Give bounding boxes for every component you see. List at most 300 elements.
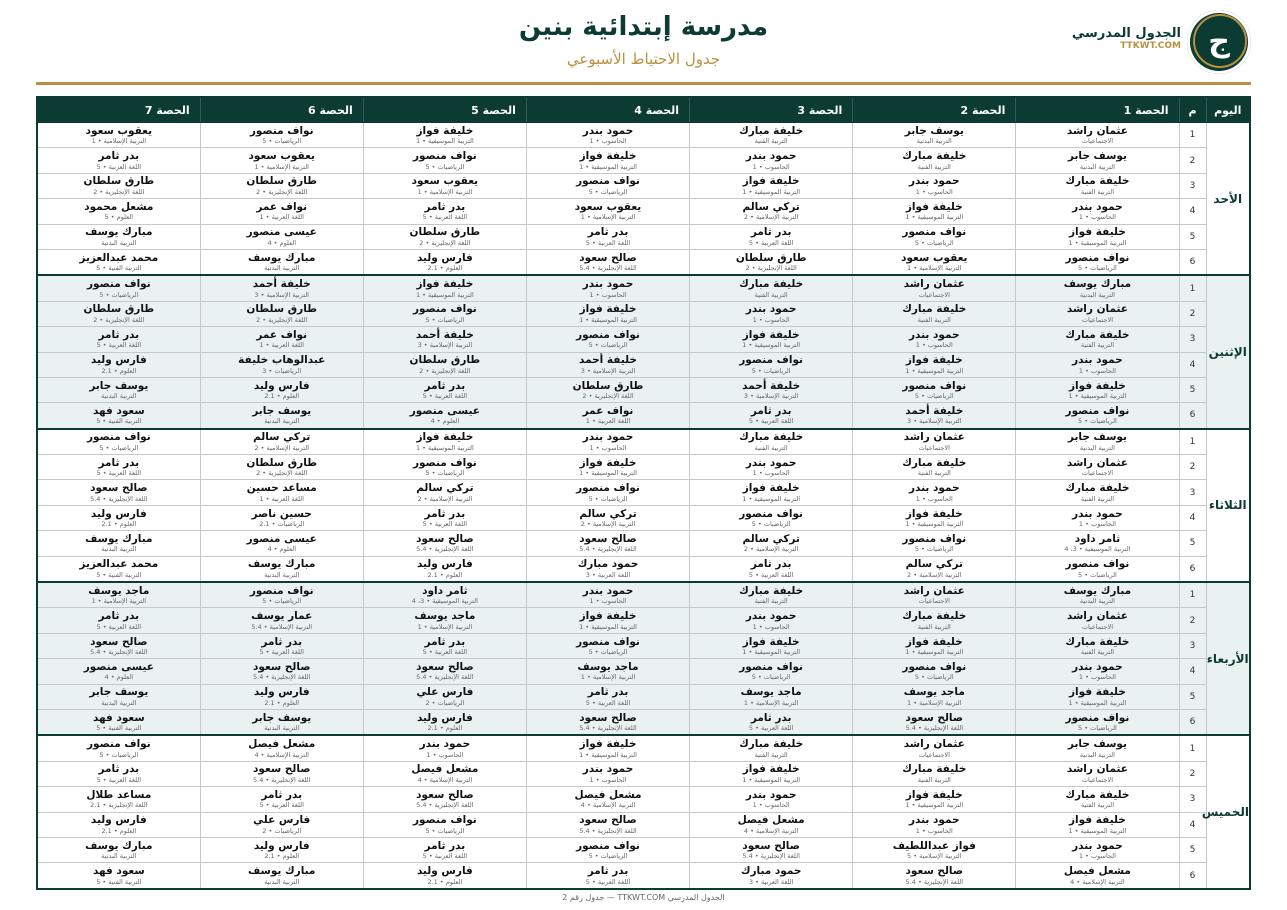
schedule-cell bbox=[690, 480, 853, 505]
subject-label: العلوم • 4 bbox=[430, 417, 460, 426]
schedule-cell bbox=[1016, 735, 1179, 761]
schedule-cell bbox=[853, 224, 1016, 249]
teacher-name: مبارك يوسف bbox=[1063, 278, 1132, 291]
teacher-name: نواف منصور bbox=[902, 379, 967, 392]
schedule-cell bbox=[690, 173, 853, 198]
teacher-name: ثامر داود bbox=[422, 584, 468, 597]
teacher-name: صالح سعود bbox=[252, 763, 311, 776]
subject-label: التربية الفنية bbox=[754, 750, 788, 759]
schedule-cell bbox=[690, 787, 853, 812]
row-number: 6 bbox=[1179, 249, 1206, 275]
teacher-name: ماجد يوسف bbox=[577, 660, 639, 673]
teacher-name: تركي سالم bbox=[742, 532, 800, 545]
teacher-name: حمود بندر bbox=[1072, 354, 1123, 367]
schedule-cell bbox=[363, 735, 526, 761]
teacher-name: حمود مبارك bbox=[577, 558, 639, 571]
subject-label: الحاسوب • 1 bbox=[915, 826, 953, 835]
subject-label: العلوم • 4 bbox=[267, 545, 297, 554]
subject-label: اللغة الإنجليزية • 5.4 bbox=[742, 852, 800, 861]
subject-label: الرياضيات • 5 bbox=[588, 648, 628, 656]
subject-label: اللغة العربية • 5 bbox=[96, 775, 142, 784]
schedule-cell bbox=[37, 812, 200, 837]
schedule-cell bbox=[526, 531, 689, 556]
teacher-name: سعود فهد bbox=[92, 404, 145, 417]
schedule-cell bbox=[526, 735, 689, 761]
subject-label: اللغة الإنجليزية • 5.4 bbox=[905, 877, 964, 886]
teacher-name: نواف عمر bbox=[256, 200, 308, 213]
teacher-name: مبارك يوسف bbox=[85, 226, 153, 239]
schedule-cell bbox=[526, 429, 689, 455]
schedule-cell bbox=[200, 812, 363, 837]
schedule-cell bbox=[200, 582, 363, 608]
teacher-name: خليفة فواز bbox=[579, 303, 637, 316]
teacher-name: صالح سعود bbox=[742, 839, 800, 852]
table-row bbox=[37, 633, 1250, 658]
header-divider bbox=[36, 82, 1251, 85]
teacher-name: حمود بندر bbox=[1072, 507, 1123, 520]
schedule-cell bbox=[200, 123, 363, 148]
subject-label: اللغة الإنجليزية • 5.4 bbox=[416, 673, 474, 682]
header-period-6: الحصة 6 bbox=[200, 97, 363, 123]
subject-label: التربية الإسلامية • 2 bbox=[743, 213, 799, 222]
teacher-name: بدر ثامر bbox=[750, 711, 792, 724]
schedule-cell bbox=[853, 761, 1016, 786]
teacher-name: نواف منصور bbox=[1065, 711, 1130, 724]
schedule-cell bbox=[363, 403, 526, 429]
table-row bbox=[37, 173, 1250, 198]
schedule-cell bbox=[853, 582, 1016, 608]
schedule-cell bbox=[200, 352, 363, 377]
row-number: 3 bbox=[1179, 787, 1206, 812]
subject-label: اللغة الإنجليزية • 5.4 bbox=[579, 545, 637, 554]
teacher-name: مبارك يوسف bbox=[85, 839, 153, 852]
schedule-cell bbox=[363, 684, 526, 709]
subject-label: اللغة الإنجليزية • 2.1 bbox=[90, 801, 148, 810]
row-number: 5 bbox=[1179, 377, 1206, 402]
subject-label: التربية الإسلامية • 1 bbox=[907, 264, 962, 273]
subject-label: التربية الفنية bbox=[1080, 341, 1114, 350]
row-number: 4 bbox=[1179, 659, 1206, 684]
schedule-cell bbox=[853, 837, 1016, 862]
teacher-name: خليفة فواز bbox=[905, 788, 963, 801]
schedule-cell bbox=[37, 275, 200, 301]
schedule-cell bbox=[690, 684, 853, 709]
schedule-cell bbox=[853, 352, 1016, 377]
teacher-name: صالح سعود bbox=[90, 482, 148, 495]
schedule-cell bbox=[690, 505, 853, 530]
schedule-subtitle: جدول الاحتياط الأسبوعي bbox=[566, 50, 721, 68]
subject-label: التربية الموسيقية • 1 bbox=[415, 137, 474, 146]
teacher-name: بدر ثامر bbox=[750, 558, 792, 571]
subject-label: الاجتماعيات bbox=[1081, 315, 1114, 324]
schedule-cell bbox=[1016, 709, 1179, 735]
row-number: 2 bbox=[1179, 761, 1206, 786]
subject-label: التربية الإسلامية • 4 bbox=[254, 750, 309, 759]
schedule-cell bbox=[1016, 582, 1179, 608]
teacher-name: نواف منصور bbox=[412, 814, 477, 827]
schedule-cell bbox=[37, 659, 200, 684]
teacher-name: ماجد يوسف bbox=[414, 610, 476, 623]
table-row bbox=[37, 837, 1250, 862]
subject-label: اللغة الإنجليزية • 2 bbox=[256, 469, 308, 478]
subject-label: العلوم • 2.1 bbox=[101, 520, 137, 529]
teacher-name: سعود فهد bbox=[92, 711, 145, 724]
teacher-name: خليفة مبارك bbox=[1065, 482, 1130, 495]
subject-label: الرياضيات • 5 bbox=[425, 162, 465, 171]
schedule-cell bbox=[1016, 148, 1179, 173]
teacher-name: سعود فهد bbox=[92, 865, 145, 878]
schedule-cell bbox=[363, 275, 526, 301]
subject-label: اللغة الإنجليزية • 5.4 bbox=[253, 775, 311, 784]
teacher-name: يوسف جابر bbox=[252, 711, 312, 724]
subject-label: الرياضيات • 5 bbox=[914, 392, 954, 401]
subject-label: اللغة العربية • 5 bbox=[748, 724, 794, 733]
subject-label: الرياضيات • 5 bbox=[1078, 724, 1117, 733]
schedule-cell bbox=[363, 301, 526, 326]
subject-label: التربية الفنية bbox=[1080, 187, 1114, 196]
row-number: 3 bbox=[1179, 327, 1206, 352]
teacher-name: فارس وليد bbox=[253, 839, 310, 852]
schedule-cell bbox=[853, 659, 1016, 684]
subject-label: التربية الموسيقية • 1 bbox=[415, 290, 474, 299]
subject-label: اللغة الإنجليزية • 2 bbox=[582, 392, 634, 401]
table-row bbox=[37, 352, 1250, 377]
schedule-cell bbox=[37, 787, 200, 812]
schedule-cell bbox=[853, 275, 1016, 301]
subject-label: التربية الموسيقية • 3، 4 bbox=[411, 597, 478, 606]
subject-label: الحاسوب • 1 bbox=[915, 187, 953, 196]
schedule-cell bbox=[1016, 480, 1179, 505]
teacher-name: نواف منصور bbox=[739, 660, 804, 673]
subject-label: العلوم • 4 bbox=[267, 238, 297, 247]
schedule-cell bbox=[853, 684, 1016, 709]
subject-label: الرياضيات • 5 bbox=[751, 520, 791, 529]
schedule-cell bbox=[853, 123, 1016, 148]
schedule-cell bbox=[526, 403, 689, 429]
teacher-name: يعقوب سعود bbox=[574, 200, 642, 213]
subject-label: الرياضيات • 5 bbox=[1078, 570, 1117, 579]
schedule-cell bbox=[526, 684, 689, 709]
teacher-name: حمود مبارك bbox=[740, 865, 802, 878]
day-label: الثلاثاء bbox=[1206, 429, 1250, 582]
teacher-name: بدر ثامر bbox=[750, 226, 792, 239]
schedule-cell bbox=[526, 556, 689, 582]
subject-label: الاجتماعيات bbox=[1081, 775, 1114, 784]
schedule-cell bbox=[690, 199, 853, 224]
schedule-cell bbox=[1016, 199, 1179, 224]
subject-label: التربية الإسلامية • 1 bbox=[254, 162, 309, 171]
teacher-name: يوسف جابر bbox=[89, 379, 149, 392]
subject-label: التربية الفنية • 5 bbox=[96, 570, 142, 579]
subject-label: الحاسوب • 1 bbox=[426, 750, 464, 759]
teacher-name: خليفة مبارك bbox=[902, 303, 967, 316]
schedule-cell bbox=[853, 173, 1016, 198]
schedule-cell bbox=[1016, 787, 1179, 812]
teacher-name: طارق سلطان bbox=[409, 226, 481, 239]
subject-label: الرياضيات • 5 bbox=[914, 545, 954, 554]
teacher-name: عثمان راشد bbox=[1066, 763, 1128, 776]
table-row bbox=[37, 659, 1250, 684]
teacher-name: خليفة فواز bbox=[905, 354, 963, 367]
schedule-cell bbox=[37, 455, 200, 480]
schedule-cell bbox=[1016, 327, 1179, 352]
teacher-name: خليفة أحمد bbox=[905, 404, 964, 417]
header-period-7: الحصة 7 bbox=[37, 97, 200, 123]
row-number: 1 bbox=[1179, 429, 1206, 455]
teacher-name: خليفة فواز bbox=[742, 328, 800, 341]
subject-label: الحاسوب • 1 bbox=[589, 775, 627, 784]
table-row bbox=[37, 429, 1250, 455]
schedule-cell bbox=[1016, 249, 1179, 275]
teacher-name: فارس وليد bbox=[253, 686, 310, 699]
schedule-cell bbox=[363, 556, 526, 582]
row-number: 5 bbox=[1179, 531, 1206, 556]
schedule-cell bbox=[200, 199, 363, 224]
table-row bbox=[37, 556, 1250, 582]
schedule-cell bbox=[690, 735, 853, 761]
schedule-cell bbox=[526, 659, 689, 684]
subject-label: الاجتماعيات bbox=[1081, 137, 1114, 146]
subject-label: التربية الإسلامية • 1 bbox=[417, 622, 473, 631]
schedule-cell bbox=[853, 455, 1016, 480]
schedule-cell bbox=[363, 480, 526, 505]
schedule-cell bbox=[526, 199, 689, 224]
subject-label: التربية الإسلامية • 3 bbox=[580, 366, 636, 375]
teacher-name: تركي سالم bbox=[416, 482, 474, 495]
teacher-name: تركي سالم bbox=[253, 431, 311, 444]
subject-label: اللغة الإنجليزية • 5.4 bbox=[416, 801, 474, 810]
subject-label: اللغة العربية • 5 bbox=[96, 469, 142, 478]
header-number: م bbox=[1179, 97, 1206, 123]
row-number: 2 bbox=[1179, 301, 1206, 326]
teacher-name: فارس وليد bbox=[416, 711, 473, 724]
teacher-name: بدر ثامر bbox=[424, 507, 466, 520]
teacher-name: يعقوب سعود bbox=[411, 175, 479, 188]
schedule-cell bbox=[853, 863, 1016, 889]
subject-label: التربية الإسلامية • 4 bbox=[417, 775, 473, 784]
schedule-cell bbox=[363, 148, 526, 173]
schedule-cell bbox=[1016, 531, 1179, 556]
schedule-cell bbox=[853, 403, 1016, 429]
teacher-name: بدر ثامر bbox=[261, 788, 303, 801]
teacher-name: نواف منصور bbox=[249, 584, 314, 597]
subject-label: التربية الفنية bbox=[1080, 494, 1114, 503]
header-period-3: الحصة 3 bbox=[690, 97, 853, 123]
subject-label: التربية البدنية bbox=[101, 238, 137, 247]
teacher-name: خليفة مبارك bbox=[902, 610, 967, 623]
schedule-cell bbox=[1016, 352, 1179, 377]
subject-label: الرياضيات • 5 bbox=[588, 494, 628, 503]
subject-label: التربية الموسيقية • 1 bbox=[905, 213, 964, 222]
teacher-name: طارق سلطان bbox=[246, 456, 318, 469]
subject-label: الاجتماعيات bbox=[918, 290, 950, 299]
brand-url: TTKWT.COM bbox=[1120, 41, 1181, 51]
schedule-cell bbox=[37, 301, 200, 326]
schedule-cell bbox=[526, 761, 689, 786]
schedule-cell bbox=[690, 249, 853, 275]
schedule-cell bbox=[37, 582, 200, 608]
teacher-name: حمود بندر bbox=[745, 456, 797, 469]
schedule-body bbox=[37, 123, 1250, 889]
subject-label: اللغة الإنجليزية • 2 bbox=[419, 366, 471, 375]
table-row bbox=[37, 735, 1250, 761]
schedule-cell bbox=[363, 531, 526, 556]
teacher-name: مشعل محمود bbox=[84, 200, 154, 213]
subject-label: الرياضيات • 5 bbox=[1078, 417, 1117, 426]
schedule-cell bbox=[200, 327, 363, 352]
subject-label: اللغة العربية • 5 bbox=[422, 648, 468, 656]
schedule-cell bbox=[1016, 505, 1179, 530]
subject-label: العلوم • 2.1 bbox=[427, 724, 463, 733]
schedule-cell bbox=[363, 377, 526, 402]
subject-label: التربية الفنية • 5 bbox=[96, 877, 142, 886]
schedule-cell bbox=[526, 377, 689, 402]
schedule-cell bbox=[690, 709, 853, 735]
subject-label: الرياضيات • 2 bbox=[425, 698, 465, 707]
teacher-name: فارس وليد bbox=[416, 865, 473, 878]
teacher-name: حمود بندر bbox=[1072, 839, 1123, 852]
subject-label: الحاسوب • 1 bbox=[752, 801, 790, 810]
schedule-cell bbox=[526, 812, 689, 837]
subject-label: الرياضيات • 2.1 bbox=[259, 520, 305, 529]
schedule-cell bbox=[37, 148, 200, 173]
teacher-name: تركي سالم bbox=[742, 200, 800, 213]
teacher-name: نواف منصور bbox=[86, 738, 151, 751]
teacher-name: يوسف جابر bbox=[89, 686, 149, 699]
schedule-cell bbox=[37, 735, 200, 761]
subject-label: التربية الإسلامية • 2 bbox=[417, 494, 473, 503]
header-period-4: الحصة 4 bbox=[526, 97, 689, 123]
schedule-cell bbox=[690, 275, 853, 301]
subject-label: التربية البدنية bbox=[1079, 162, 1115, 171]
row-number: 2 bbox=[1179, 148, 1206, 173]
subject-label: الرياضيات • 5 bbox=[588, 852, 628, 861]
schedule-cell bbox=[37, 327, 200, 352]
teacher-name: خليفة أحمد bbox=[252, 278, 311, 291]
subject-label: الرياضيات • 5 bbox=[588, 187, 628, 196]
table-row bbox=[37, 148, 1250, 173]
schedule-cell bbox=[363, 224, 526, 249]
table-row bbox=[37, 582, 1250, 608]
subject-label: التربية الإسلامية • 3 bbox=[907, 417, 962, 426]
teacher-name: نواف منصور bbox=[902, 532, 967, 545]
schedule-cell bbox=[526, 123, 689, 148]
subject-label: التربية الإسلامية • 1 bbox=[580, 213, 636, 222]
subject-label: الرياضيات • 5 bbox=[914, 238, 954, 247]
row-number: 2 bbox=[1179, 455, 1206, 480]
schedule-cell bbox=[200, 863, 363, 889]
subject-label: الرياضيات • 5 bbox=[914, 673, 954, 682]
footer: الجدول المدرسي TTKWT.COM — جدول رقم 2 bbox=[562, 893, 725, 902]
teacher-name: عثمان راشد bbox=[1066, 303, 1128, 316]
schedule-cell bbox=[690, 403, 853, 429]
teacher-name: مشعل فيصل bbox=[737, 814, 805, 827]
schedule-cell bbox=[853, 199, 1016, 224]
subject-label: الحاسوب • 1 bbox=[1078, 520, 1116, 529]
teacher-name: صالح سعود bbox=[90, 635, 148, 648]
schedule-cell bbox=[526, 582, 689, 608]
schedule-cell bbox=[37, 505, 200, 530]
table-row bbox=[37, 480, 1250, 505]
subject-label: الرياضيات • 2 bbox=[262, 826, 302, 835]
schedule-cell bbox=[1016, 556, 1179, 582]
teacher-name: فارس وليد bbox=[90, 507, 147, 520]
subject-label: الاجتماعيات bbox=[1081, 622, 1114, 631]
schedule-cell bbox=[853, 249, 1016, 275]
teacher-name: ثامر داود bbox=[1074, 532, 1121, 545]
schedule-cell bbox=[526, 505, 689, 530]
subject-label: التربية الإسلامية • 1 bbox=[91, 597, 147, 606]
schedule-cell bbox=[37, 480, 200, 505]
teacher-name: فارس وليد bbox=[253, 379, 310, 392]
subject-label: العلوم • 2.1 bbox=[264, 698, 300, 707]
schedule-cell bbox=[200, 429, 363, 455]
schedule-cell bbox=[37, 123, 200, 148]
table-row bbox=[37, 455, 1250, 480]
teacher-name: فارس وليد bbox=[90, 814, 147, 827]
schedule-cell bbox=[853, 812, 1016, 837]
teacher-name: خليفة فواز bbox=[1069, 686, 1126, 699]
subject-label: التربية الموسيقية • 1 bbox=[905, 520, 964, 529]
schedule-cell bbox=[853, 327, 1016, 352]
teacher-name: صالح سعود bbox=[579, 251, 637, 264]
teacher-name: فارس علي bbox=[253, 814, 311, 827]
teacher-name: يوسف جابر bbox=[252, 404, 312, 417]
subject-label: التربية الفنية bbox=[754, 137, 788, 146]
schedule-cell bbox=[200, 480, 363, 505]
subject-label: اللغة العربية • 5 bbox=[96, 622, 142, 631]
subject-label: اللغة الإنجليزية • 5.4 bbox=[579, 724, 637, 733]
schedule-cell bbox=[363, 709, 526, 735]
subject-label: الحاسوب • 1 bbox=[1078, 673, 1116, 682]
schedule-cell bbox=[853, 556, 1016, 582]
subject-label: التربية الموسيقية • 1 bbox=[579, 315, 637, 324]
schedule-cell bbox=[526, 249, 689, 275]
subject-label: اللغة العربية • 1 bbox=[585, 417, 631, 426]
teacher-name: عثمان راشد bbox=[1066, 456, 1128, 469]
table-row bbox=[37, 301, 1250, 326]
subject-label: الرياضيات • 5 bbox=[99, 750, 139, 759]
schedule-cell bbox=[363, 863, 526, 889]
teacher-name: مشعل فيصل bbox=[574, 788, 642, 801]
subject-label: التربية البدنية bbox=[264, 264, 300, 273]
schedule-cell bbox=[200, 633, 363, 658]
schedule-cell bbox=[1016, 863, 1179, 889]
teacher-name: بدر ثامر bbox=[98, 150, 140, 163]
schedule-cell bbox=[37, 249, 200, 275]
schedule-cell bbox=[690, 582, 853, 608]
subject-label: التربية الفنية bbox=[754, 443, 788, 452]
teacher-name: مبارك يوسف bbox=[248, 558, 316, 571]
teacher-name: مساعد طلال bbox=[86, 788, 152, 801]
subject-label: الرياضيات • 5 bbox=[262, 597, 302, 606]
subject-label: الرياضيات • 5 bbox=[425, 826, 465, 835]
schedule-cell bbox=[200, 224, 363, 249]
day-label: الإثنين bbox=[1206, 275, 1250, 428]
schedule-cell bbox=[363, 429, 526, 455]
subject-label: الحاسوب • 1 bbox=[1078, 366, 1116, 375]
subject-label: الحاسوب • 1 bbox=[752, 315, 790, 324]
subject-label: التربية الإسلامية • 1 bbox=[417, 187, 473, 196]
schedule-cell bbox=[200, 249, 363, 275]
teacher-name: طارق سلطان bbox=[83, 175, 155, 188]
subject-label: العلوم • 4 bbox=[104, 673, 134, 682]
teacher-name: عثمان راشد bbox=[903, 431, 965, 444]
subject-label: التربية البدنية bbox=[1079, 750, 1115, 759]
subject-label: الرياضيات • 5 bbox=[425, 315, 465, 324]
subject-label: التربية الإسلامية • 2 bbox=[254, 443, 309, 452]
subject-label: الحاسوب • 1 bbox=[915, 494, 953, 503]
